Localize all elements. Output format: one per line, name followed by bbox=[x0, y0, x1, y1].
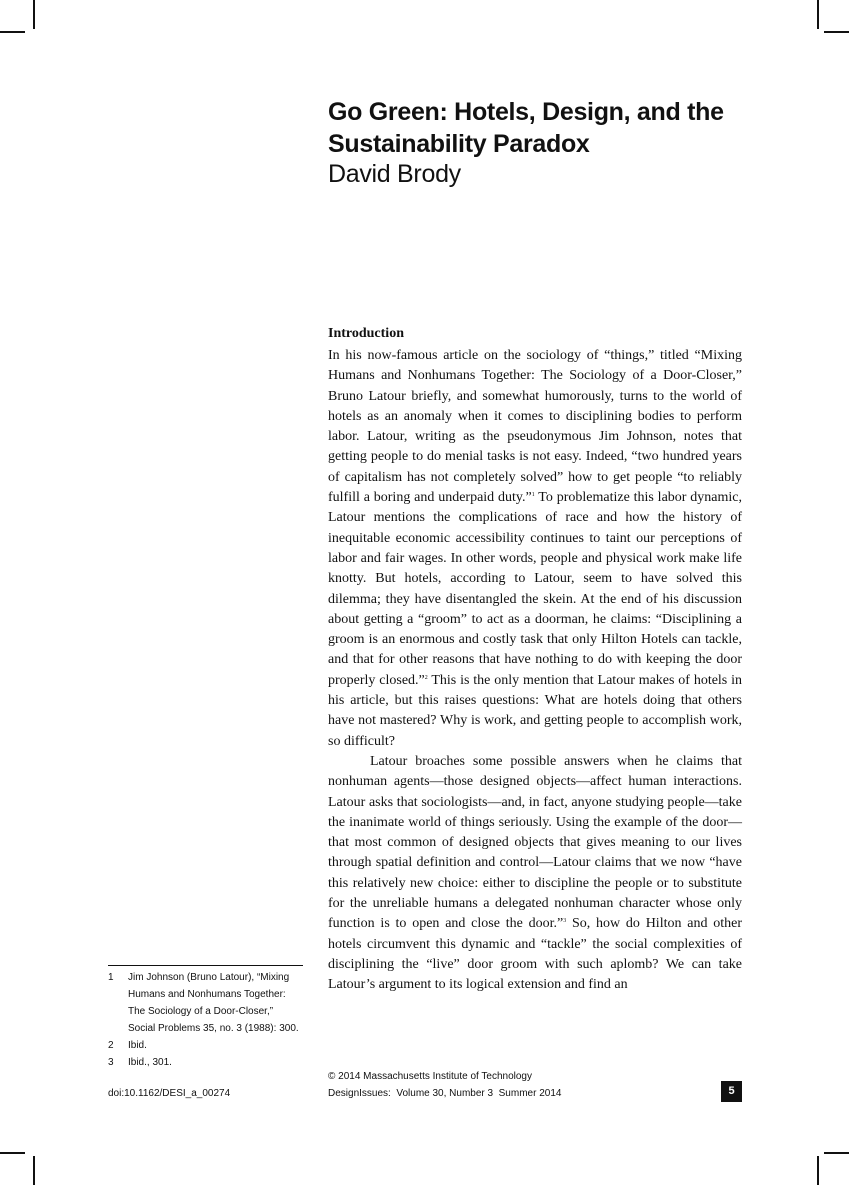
footnote-ref[interactable]: 2 bbox=[424, 674, 428, 681]
footnote-text: Ibid., 301. bbox=[128, 1057, 172, 1068]
footnote-number: 1 bbox=[108, 972, 114, 983]
article-author: David Brody bbox=[328, 160, 461, 188]
footnote-number: 2 bbox=[108, 1040, 114, 1051]
footnote-divider bbox=[108, 965, 303, 966]
footnote-ref[interactable]: 1 bbox=[531, 492, 535, 499]
footnote-number: 3 bbox=[108, 1057, 114, 1068]
page-number: 5 bbox=[721, 1081, 742, 1102]
footnote-text: Ibid. bbox=[128, 1040, 147, 1051]
crop-mark-top-left-horizontal bbox=[0, 31, 25, 33]
footnote bbox=[108, 969, 303, 1037]
crop-mark-bottom-right-vertical bbox=[817, 1156, 819, 1185]
paragraph-text: This is the only mention that Latour makes of hotels in his article, but this raises questions: What are hotels doing that others have not mastered? Why is work, and getting people to accomplish work, so difficult? bbox=[328, 672, 742, 749]
doi: doi:10.1162/DESI_a_00274 bbox=[108, 1088, 231, 1099]
crop-mark-bottom-left-vertical bbox=[33, 1156, 35, 1185]
footnote-ref[interactable]: 3 bbox=[563, 918, 567, 925]
crop-mark-top-left-vertical bbox=[33, 0, 35, 29]
journal-info: DesignIssues: Volume 30, Number 3 Summer 2014 bbox=[328, 1088, 562, 1099]
article-body bbox=[328, 346, 742, 996]
body-paragraph bbox=[328, 752, 742, 996]
crop-mark-top-right-horizontal bbox=[824, 31, 849, 33]
paragraph-text: In his now-famous article on the sociology of “things,” titled “Mixing Humans and Nonhumans Together: The Sociology of a Door-Closer,” Bruno Latour briefly, and somewhat humorously, turns to the world of hotels as an anomaly when it comes to disciplining bodies to perform labor. Latour, writing as the pseudonymous Jim Johnson, notes that getting people to do menial tasks is not easy. Indeed, “two hundred years of capitalism has not completely solved” how to get people “to reliably fulfill a boring and underpaid duty.” bbox=[328, 348, 742, 506]
crop-mark-bottom-left-horizontal bbox=[0, 1152, 25, 1154]
crop-mark-top-right-vertical bbox=[817, 0, 819, 29]
paragraph-text: So, how do Hilton and other hotels circumvent this dynamic and “tackle” the social complexities of disciplining the “live” door groom with such aplomb? We can take Latour’s argument to its logical extension and find an bbox=[328, 916, 742, 993]
footnotes bbox=[108, 969, 303, 1071]
article-title: Go Green: Hotels, Design, and the Sustainability Paradox bbox=[328, 98, 724, 158]
footnote-text: Jim Johnson (Bruno Latour), “Mixing Humans and Nonhumans Together: The Sociology of a Door-Closer,” Social Problems 35, no. 3 (1988): 300. bbox=[128, 972, 299, 1034]
paragraph-text: Latour broaches some possible answers when he claims that nonhuman agents—those designed objects—affect human interactions. Latour asks that sociologists—and, in fact, anyone studying people—take the inanimate world of things seriously. Using the example of the door—that most common of designed objects that gives meaning to our lives through spatial definition and control—Latour claims that we now “have this relatively new choice: either to discipline the people or to substitute for the unreliable humans a delegated nonhuman character whose only function is to open and close the door.” bbox=[328, 753, 742, 932]
paragraph-text: To problematize this labor dynamic, Latour mentions the complications of race and how the history of inequitable economic accessibility continues to taint our perceptions of labor and fair wages. In other words, people and physical work make life knotty. But hotels, according to Latour, seem to have solved this dilemma; they have disentangled the skein. At the end of his discussion about getting a “groom” to act as a doorman, he claims: “Disciplining a groom is an enormous and costly task that only Hilton Hotels can tackle, and that for other reasons that have nothing to do with keeping the door properly closed.” bbox=[328, 490, 742, 688]
copyright: © 2014 Massachusetts Institute of Technology bbox=[328, 1071, 532, 1082]
footnote bbox=[108, 1037, 303, 1054]
section-heading: Introduction bbox=[328, 326, 404, 341]
crop-mark-bottom-right-horizontal bbox=[824, 1152, 849, 1154]
footnote bbox=[108, 1054, 303, 1071]
body-paragraph bbox=[328, 346, 742, 752]
